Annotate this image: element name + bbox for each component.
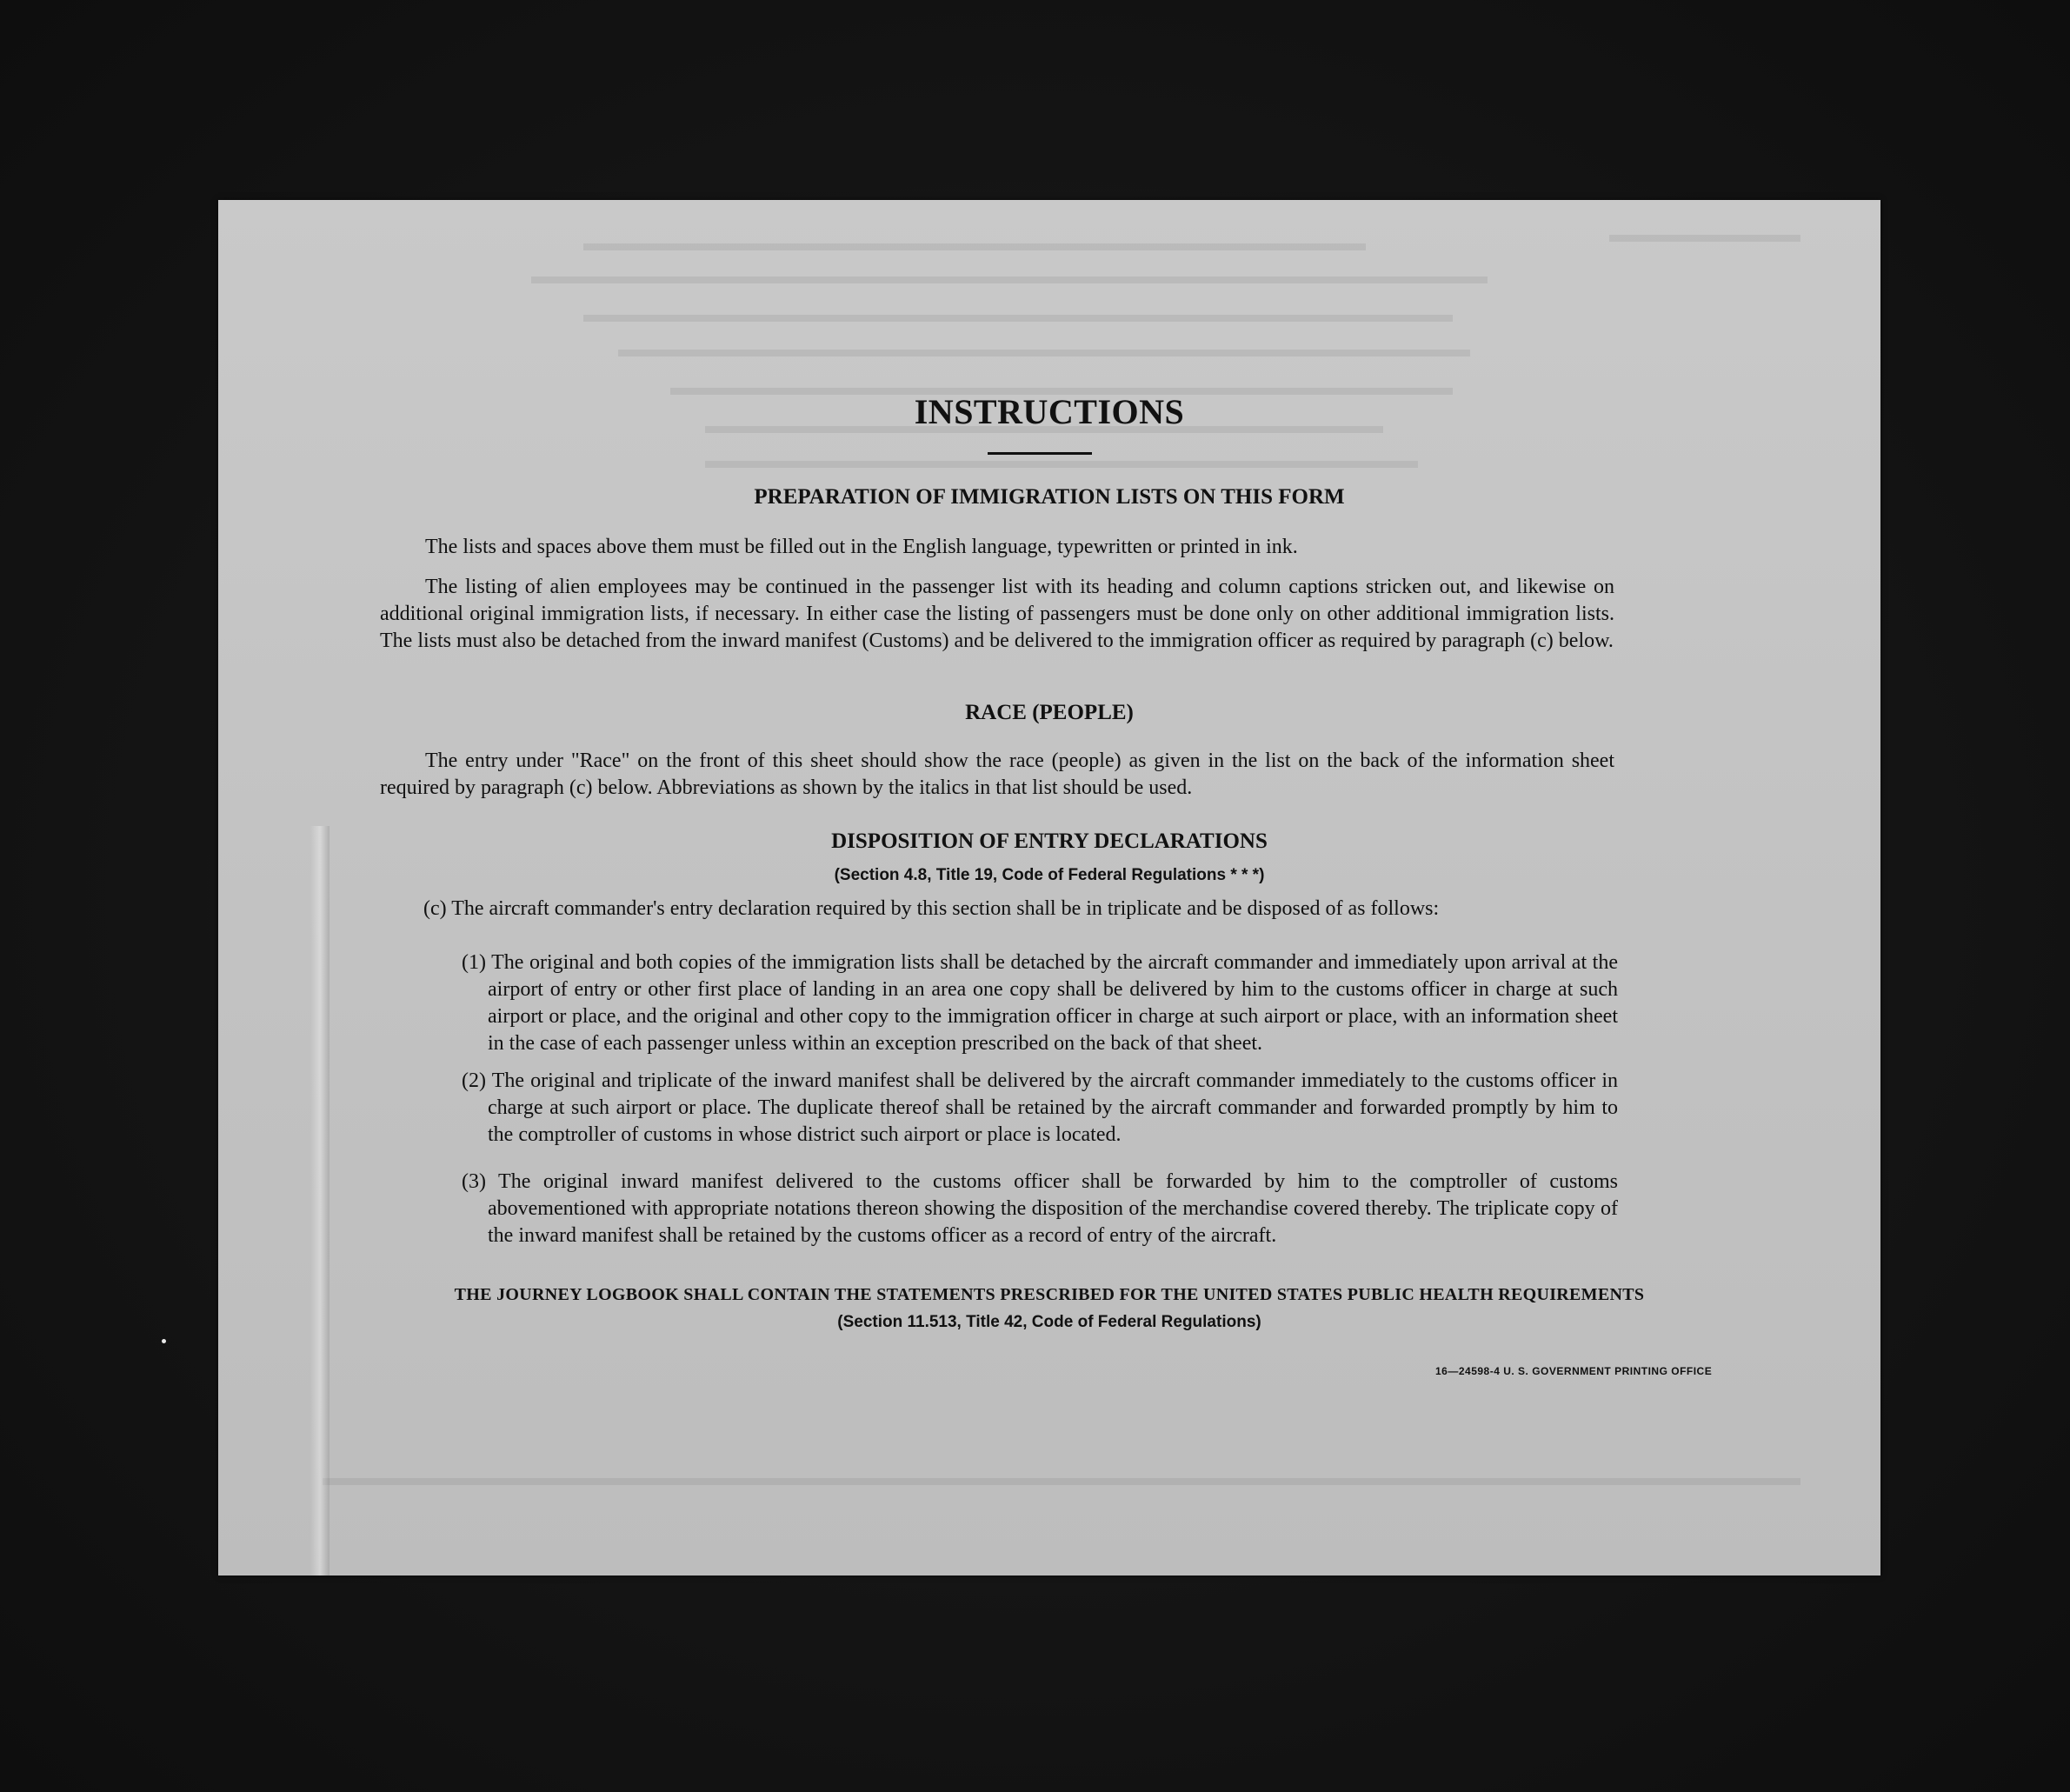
paragraph-text: The listing of alien employees may be continued in the passenger list with its heading and column captions stricken out, and likewise on additional original immigration lists, if necessary. In either case the listing of passengers must be done only on other additional immigration lists. The lists must also be detached from the inward manifest (Customs) and be delivered to the immigration officer as required by paragraph (c) below.: [380, 576, 1614, 652]
paragraph-text: The entry under "Race" on the front of this sheet should show the race (people) as given in the list on the back of the information sheet required by paragraph (c) below. Abbreviations as shown by the italics in that list should be used.: [380, 749, 1614, 799]
printing-office-code: 16—24598-4 U. S. GOVERNMENT PRINTING OFFICE: [1435, 1365, 1713, 1377]
list-item-text: (1) The original and both copies of the immigration lists shall be detached by the aircraft commander and immediately upon arrival at the airport of entry or other first place of landing in an area one copy shall be delivered by him to the customs officer in charge at such airport or place, and the original and other copy to the immigration officer in charge at such airport or place, with an information sheet in the case of each passenger unless within an exception prescribed on the back of that sheet.: [462, 951, 1618, 1055]
instructions-text-block: [218, 200, 1880, 1575]
list-item-text: (2) The original and triplicate of the inward manifest shall be delivered by the aircraft commander immediately to the customs officer in charge at such airport or place. The duplicate thereof shall be retained by the aircraft commander and forwarded promptly by him to the comptroller of customs in whose district such airport or place is located.: [462, 1069, 1618, 1146]
paragraph-text: The lists and spaces above them must be filled out in the English language, typewritten or printed in ink.: [425, 536, 1298, 558]
list-item-2: [462, 1068, 1618, 1149]
paragraph-alien-employees: [380, 574, 1614, 655]
paragraph-language: [380, 534, 1880, 561]
section-heading-preparation: PREPARATION OF IMMIGRATION LISTS ON THIS FORM: [754, 485, 1345, 509]
paragraph-text: (c) The aircraft commander's entry declaration required by this section shall be in triplicate and be disposed of as follows:: [423, 897, 1440, 920]
scanned-document-page: [218, 200, 1880, 1575]
list-item-1: [462, 949, 1618, 1057]
citation-section-4-8: (Section 4.8, Title 19, Code of Federal Regulations * * *): [834, 866, 1265, 884]
list-item-text: (3) The original inward manifest delivered to the customs officer shall be forwarded by him to the comptroller of customs abovementioned with appropriate notations thereon showing the disposition of the merchandise covered thereby. The triplicate copy of the inward manifest shall be retained by the customs officer as a record of entry of the aircraft.: [462, 1170, 1618, 1247]
footer-citation-section-11-513: (Section 11.513, Title 42, Code of Federal Regulations): [837, 1313, 1261, 1331]
title-underline: [988, 452, 1092, 455]
paragraph-c-intro: [423, 896, 1623, 923]
section-heading-disposition: DISPOSITION OF ENTRY DECLARATIONS: [831, 829, 1268, 853]
footer-heading-journey-logbook: THE JOURNEY LOGBOOK SHALL CONTAIN THE STATEMENTS PRESCRIBED FOR THE UNITED STATES PUBLIC HEALTH REQUIREMENTS: [454, 1285, 1645, 1304]
section-heading-race: RACE (PEOPLE): [965, 701, 1134, 724]
page-title: INSTRUCTIONS: [914, 392, 1185, 431]
list-item-3: [462, 1169, 1618, 1249]
paragraph-race: [380, 748, 1614, 802]
film-speck: [162, 1339, 166, 1343]
